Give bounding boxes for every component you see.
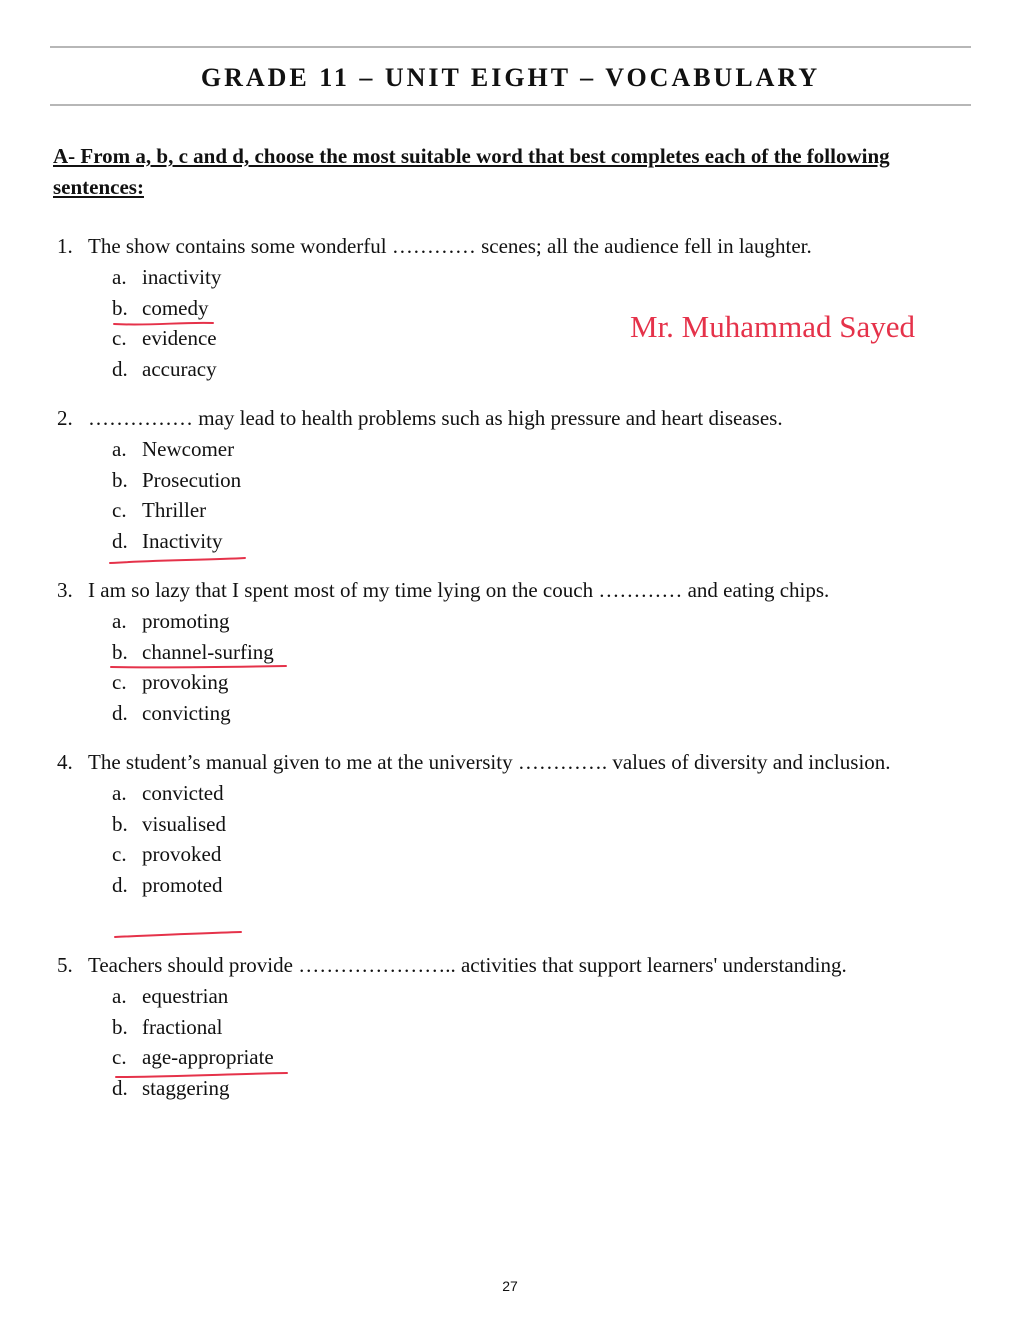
question-text: Teachers should provide ………………….. activities that support learners' understanding. [88,953,847,977]
option-letter: c. [112,1045,127,1070]
option-text: provoked [142,842,222,867]
option-letter: d. [112,528,128,553]
option-b[interactable] [112,465,957,496]
option-d[interactable] [112,870,957,901]
option-text: evidence [142,326,217,351]
answer-underline-q2 [110,558,245,563]
option-letter: a. [112,608,127,633]
option-a[interactable] [112,262,957,293]
option-a[interactable] [112,434,957,465]
option-c[interactable] [112,667,957,698]
option-a[interactable] [112,981,957,1012]
question-number: 2. [57,406,73,430]
option-text: age-appropriate [142,1045,274,1070]
answer-underline-q4 [115,932,241,937]
option-text: accuracy [142,356,217,381]
question-text: The student’s manual given to me at the university …………. values of diversity and inclusion. [88,750,891,774]
option-b[interactable] [112,1012,957,1043]
option-a[interactable] [112,778,957,809]
option-text: channel-surfing [142,639,274,664]
question-number: 5. [57,953,73,977]
option-text: visualised [142,811,226,836]
question-1 [57,231,957,385]
question-number: 3. [57,578,73,602]
option-text: comedy [142,295,209,320]
option-b[interactable] [112,809,957,840]
option-letter: b. [112,811,128,836]
options-list [112,606,957,729]
option-letter: a. [112,436,127,461]
question-3 [57,575,957,729]
option-text: promoting [142,608,230,633]
option-text: convicting [142,700,231,725]
option-a[interactable] [112,606,957,637]
option-letter: c. [112,326,127,351]
option-text: Inactivity [142,528,223,553]
option-text: convicted [142,780,224,805]
option-letter: c. [112,498,127,523]
question-text: I am so lazy that I spent most of my time lying on the couch ………… and eating chips. [88,578,830,602]
option-letter: d. [112,356,128,381]
option-letter: c. [112,842,127,867]
option-letter: a. [112,780,127,805]
option-letter: c. [112,670,127,695]
page-number: 27 [502,1278,518,1294]
option-text: Prosecution [142,467,242,492]
option-d[interactable] [112,1073,957,1104]
question-number: 1. [57,234,73,258]
option-letter: b. [112,639,128,664]
option-letter: b. [112,467,128,492]
header-bottom-rule [50,104,971,106]
option-c[interactable] [112,839,957,870]
author-annotation: Mr. Muhammad Sayed [630,309,915,344]
option-letter: a. [112,264,127,289]
options-list [112,778,957,901]
options-list [112,434,957,557]
option-c[interactable] [112,495,957,526]
option-letter: d. [112,1075,128,1100]
options-list [112,262,957,385]
option-b[interactable] [112,293,957,324]
option-letter: b. [112,295,128,320]
option-text: fractional [142,1014,223,1039]
option-d[interactable] [112,526,957,557]
option-c[interactable] [112,1042,957,1073]
option-text: Thriller [142,498,207,523]
option-letter: d. [112,700,128,725]
option-letter: b. [112,1014,128,1039]
option-text: Newcomer [142,436,235,461]
option-b[interactable] [112,637,957,668]
option-letter: d. [112,872,128,897]
option-text: inactivity [142,264,222,289]
section-instruction: A- From a, b, c and d, choose the most suitable word that best completes each of the following sentences: [53,144,890,199]
question-2 [57,403,957,557]
page-title: GRADE 11 – UNIT EIGHT – VOCABULARY [200,63,821,92]
option-text: provoking [142,670,229,695]
question-5 [57,950,957,1104]
question-text: …………… may lead to health problems such as high pressure and heart diseases. [88,406,783,430]
option-d[interactable] [112,354,957,385]
option-text: promoted [142,872,223,897]
option-text: equestrian [142,983,229,1008]
option-letter: a. [112,983,127,1008]
options-list [112,981,957,1104]
option-d[interactable] [112,698,957,729]
option-text: staggering [142,1075,230,1100]
header-top-rule [50,46,971,48]
question-4 [57,747,957,901]
question-text: The show contains some wonderful ………… scenes; all the audience fell in laughter. [88,234,812,258]
option-c[interactable] [112,323,957,354]
question-number: 4. [57,750,73,774]
